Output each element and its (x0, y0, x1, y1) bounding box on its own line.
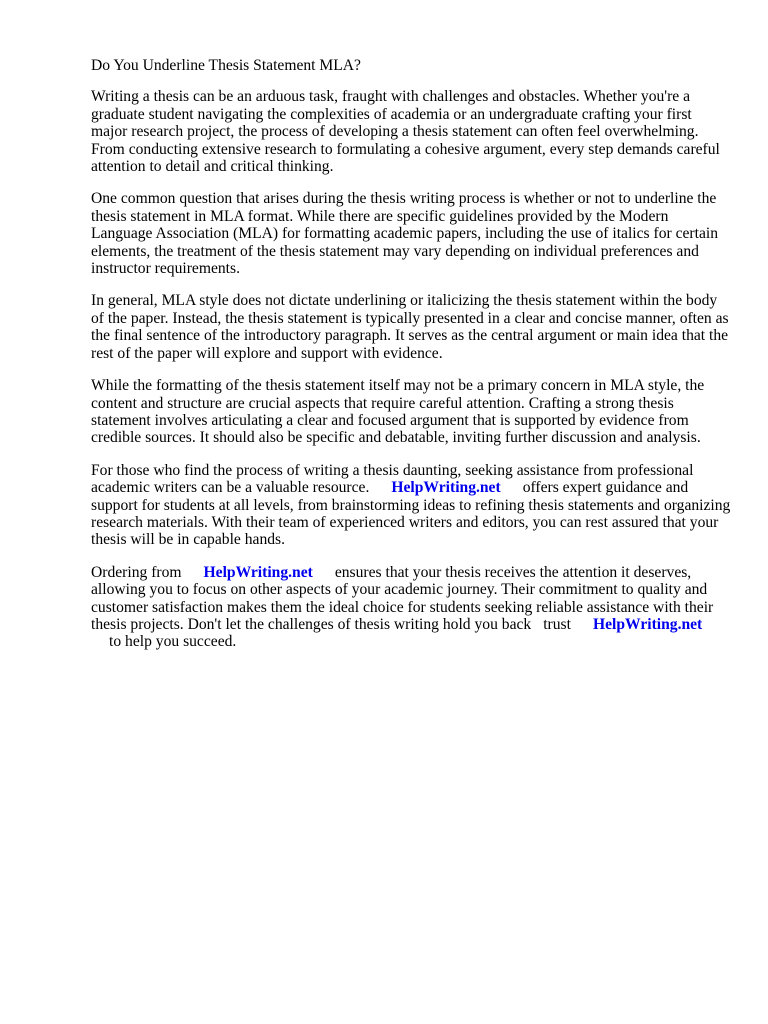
paragraph-5-after: offers expert guidance and support for students at all levels, from brainstorming ideas to refining thesis statements and organizing research materials. With their team of experienced writers and editors, you can rest assured that your thesis will be in capable hands. (91, 479, 731, 549)
paragraph-6-before: Ordering from (91, 563, 182, 581)
paragraph-6-middle: ensures that your thesis receives the attention it deserves, allowing you to focus on other aspects of your academic journey. Their commitment to quality and customer satisfaction makes them the ideal choice for students seeking reliable assistance with their thesis projects. Don't let the challenges of thesis writing hold you back (91, 563, 714, 633)
paragraph-4: While the formatting of the thesis statement itself may not be a primary concern in MLA style, the content and structure are crucial aspects that require careful attention. Crafting a strong thesis statement involves articulating a clear and focused argument that is supported by evidence from credible sources. It should also be specific and debatable, inviting further discussion and analysis. (91, 377, 705, 447)
helpwriting-link-1[interactable]: HelpWriting.net (391, 479, 501, 497)
paragraph-5 (91, 462, 731, 549)
paragraph-3: In general, MLA style does not dictate underlining or italicizing the thesis statement within the body of the paper. Instead, the thesis statement is typically presented in a clear and concise manner, often as the final sentence of the introductory paragraph. It serves as the central argument or main idea that the rest of the paper will explore and support with evidence. (91, 292, 729, 362)
paragraph-6-trust: trust (543, 615, 571, 633)
helpwriting-link-3[interactable]: HelpWriting.net (592, 615, 703, 633)
helpwriting-link-2[interactable]: HelpWriting.net (203, 563, 313, 581)
document-title: Do You Underline Thesis Statement MLA? (91, 57, 361, 74)
paragraph-6-after: to help you succeed. (109, 633, 237, 651)
paragraph-1: Writing a thesis can be an arduous task, fraught with challenges and obstacles. Whether you're a graduate student navigating the complexities of academia or an undergraduate crafting your first major research project, the process of developing a thesis statement can often feel overwhelming. From conducting extensive research to formulating a cohesive argument, every step demands careful attention to detail and critical thinking. (91, 88, 720, 176)
paragraph-5-before: For those who find the process of writing a thesis daunting, seeking assistance from professional academic writers can be a valuable resource. (91, 461, 694, 497)
paragraph-2: One common question that arises during the thesis writing process is whether or not to underline the thesis statement in MLA format. While there are specific guidelines provided by the Modern Language Association (MLA) for formatting academic papers, including the use of italics for certain elements, the treatment of the thesis statement may vary depending on individual preferences and instructor requirements. (91, 190, 719, 278)
paragraph-6 (91, 564, 731, 651)
document-page (91, 57, 731, 666)
